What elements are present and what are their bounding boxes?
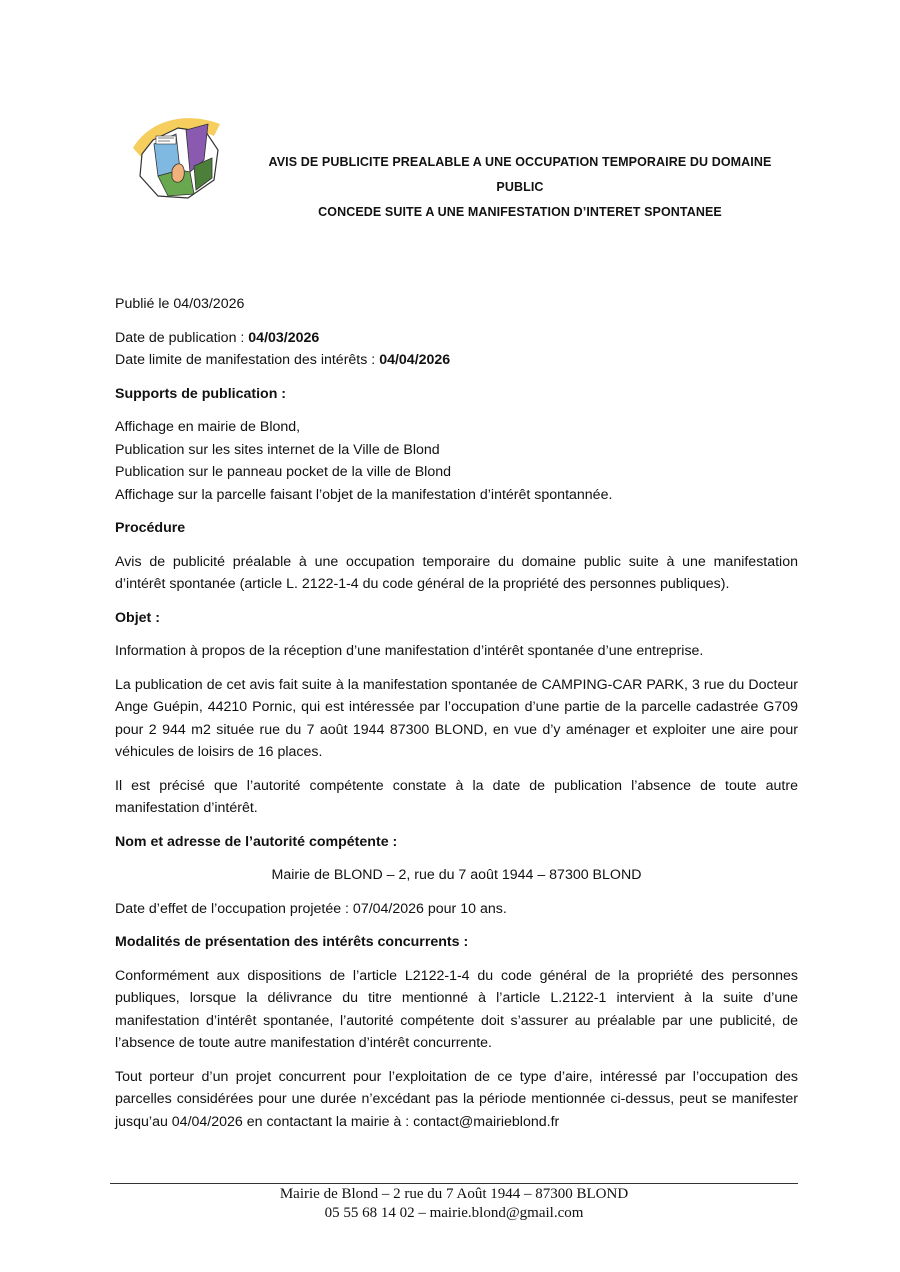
modalites-heading: Modalités de présentation des intérêts concurrents : <box>115 934 469 950</box>
publication-date-label: Date de publication : <box>115 329 249 346</box>
publication-date-line <box>115 327 798 350</box>
publication-date-value: 04/03/2026 <box>248 329 320 346</box>
supports-list <box>115 416 798 506</box>
list-item: Publication sur le panneau pocket de la ville de Blond <box>115 464 451 480</box>
occupation-effect-date: Date d’effet de l’occupation projetée : 07/04/2026 pour 10 ans. <box>115 900 507 917</box>
objet-heading: Objet : <box>115 609 160 626</box>
page-footer <box>110 1185 798 1223</box>
objet-paragraph-1: Information à propos de la réception d’une manifestation d’intérêt spontanée d’une entreprise. <box>115 643 704 659</box>
footer-divider <box>110 1183 798 1184</box>
procedure-text: Avis de publicité préalable à une occupation temporaire du domaine public suite à une manifestation d’intérêt spontanée (article L. 2122-1-4 du code général de la propriété des personnes publiques). <box>115 553 798 592</box>
objet-paragraph-3: Il est précisé que l’autorité compétente constate à la date de publication l’absence de toute autre manifestation d’intérêt. <box>115 777 798 816</box>
title-line-2: CONCEDE SUITE A UNE MANIFESTATION D’INTERET SPONTANEE <box>318 205 722 219</box>
modalites-paragraph-2: Tout porteur d’un projet concurrent pour l’exploitation de ce type d’aire, intéressé par l’occupation des parcelles considérées pour une durée n’excédant pas la période mentionnée ci-dessus, peut se manifester jusqu’au 04/04/2026 en contactant la mairie à : contact@mairieblond.fr <box>115 1068 798 1130</box>
procedure-heading: Procédure <box>115 520 186 536</box>
footer-contact: 05 55 68 14 02 – mairie.blond@gmail.com <box>324 1205 584 1221</box>
list-item: Affichage en mairie de Blond, <box>115 419 301 435</box>
authority-heading: Nom et adresse de l’autorité compétente : <box>115 833 398 850</box>
document-body <box>115 293 798 1133</box>
authority-address: Mairie de BLOND – 2, rue du 7 août 1944 – 87300 BLOND <box>271 867 642 883</box>
supports-heading: Supports de publication : <box>115 385 287 402</box>
objet-paragraph-2: La publication de cet avis fait suite à la manifestation spontanée de CAMPING-CAR PARK, 3 rue du Docteur Ange Guépin, 44210 Pornic, qui est intéressée par l’occupation d’une partie de la parcelle cadastrée G709 pour 2 944 m2 située rue du 7 août 1944 87300 BLOND, en vue d’y aménager et exploiter une aire pour véhicules de loisirs de 16 places. <box>115 676 798 760</box>
modalites-paragraph-1: Conformément aux dispositions de l’article L2122-1-4 du code général de la propriété des personnes publiques, lorsque la délivrance du titre mentionné à l’article L.2122-1 intervient à la suite d’une manifestation d’intérêt spontanée, l’autorité compétente doit s’assurer au préalable par une publicité, de l’absence de toute autre manifestation d’intérêt concurrente. <box>115 967 798 1051</box>
document-title <box>245 150 795 225</box>
limit-date-label: Date limite de manifestation des intérêts : <box>115 352 380 368</box>
limit-date-value: 04/04/2026 <box>379 352 451 368</box>
published-date: Publié le 04/03/2026 <box>115 296 245 312</box>
list-item: Affichage sur la parcelle faisant l’objet de la manifestation d’intérêt spontannée. <box>115 486 613 503</box>
list-item: Publication sur les sites internet de la Ville de Blond <box>115 441 440 458</box>
footer-address: Mairie de Blond – 2 rue du 7 Août 1944 – 87300 BLOND <box>279 1186 629 1202</box>
title-line-1: AVIS DE PUBLICITE PREALABLE A UNE OCCUPATION TEMPORAIRE DU DOMAINE PUBLIC <box>268 155 772 194</box>
limit-date-line <box>115 349 798 372</box>
town-logo <box>128 110 228 202</box>
blond-crest-icon <box>128 110 228 202</box>
